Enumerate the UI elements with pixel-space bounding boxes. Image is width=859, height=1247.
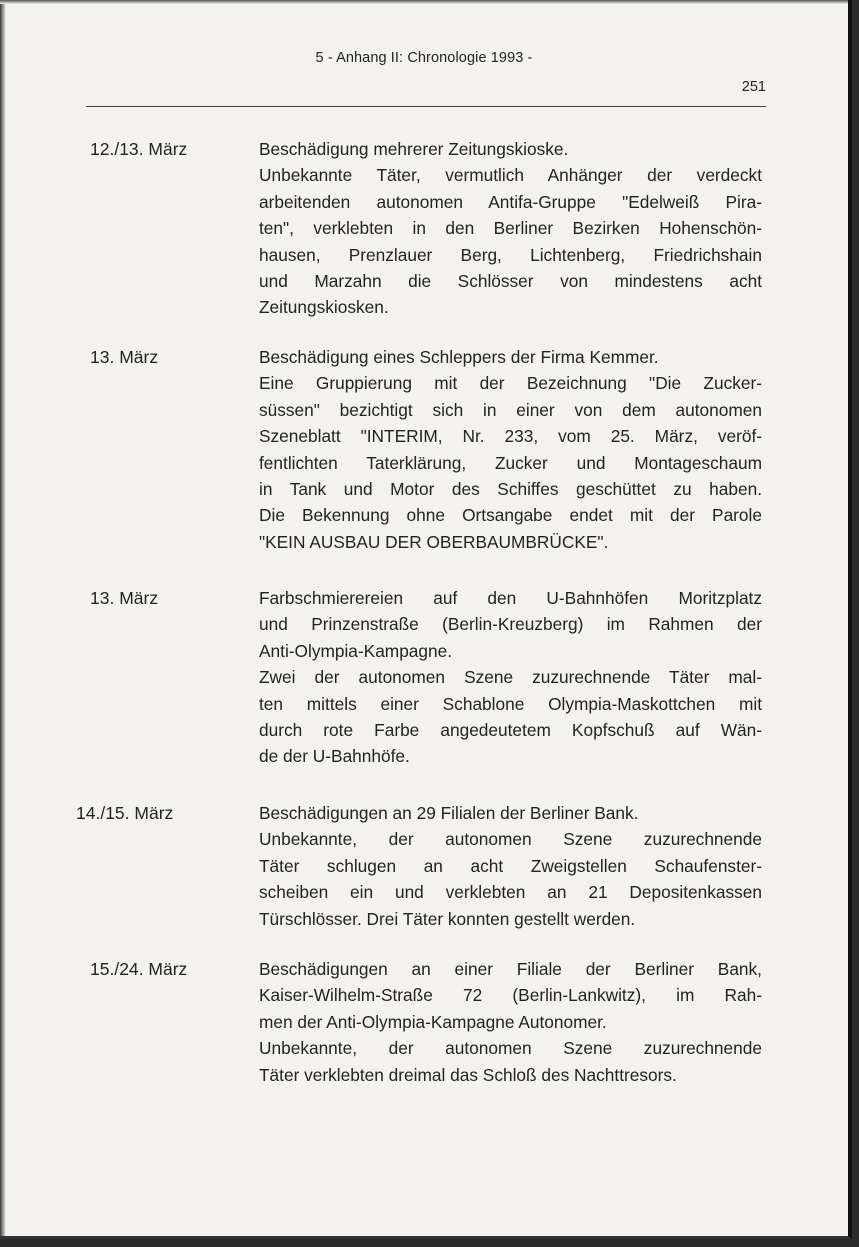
text-line: scheiben ein und verklebten an 21 Depositenkassen (259, 882, 762, 903)
text-line: Unbekannte Täter, vermutlich Anhänger der verdeckt (259, 165, 762, 186)
entry-date: 12./13. März (90, 139, 188, 159)
page-top-shadow (0, 0, 848, 4)
text-line: Unbekannte, der autonomen Szene zuzurechnende (259, 1038, 762, 1059)
running-header: 5 - Anhang II: Chronologie 1993 - (315, 50, 533, 66)
text-line: Anti-Olympia-Kampagne. (259, 640, 453, 661)
text-line: Die Bekennung ohne Ortsangabe endet mit der Parole (259, 505, 762, 526)
text-line: Kaiser-Wilhelm-Straße 72 (Berlin-Lankwitz), im Rah- (259, 985, 762, 1006)
entry-text (259, 585, 762, 770)
text-line: ten mittels einer Schablone Olympia-Maskottchen mit (259, 693, 762, 714)
entry-date: 15./24. März (90, 959, 188, 979)
text-line: Täter verklebten dreimal das Schloß des Nachttresors. (259, 1064, 677, 1085)
text-line: "KEIN AUSBAU DER OBERBAUMBRÜCKE". (259, 531, 609, 552)
entry-text (259, 800, 762, 932)
text-line: und Marzahn die Schlösser von mindestens acht (259, 271, 762, 292)
text-line: Szeneblatt "INTERIM, Nr. 233, vom 25. März, veröf- (259, 426, 762, 447)
text-line: Zeitungskiosken. (259, 297, 389, 318)
entry-date: 13. März (90, 588, 159, 608)
text-line: süssen" bezichtigt sich in einer von dem autonomen (259, 399, 762, 420)
header-rule (86, 106, 766, 107)
entry-text (259, 956, 762, 1088)
text-line: Beschädigung mehrerer Zeitungskioske. (259, 139, 569, 159)
text-line: Beschädigungen an einer Filiale der Berliner Bank, (259, 959, 762, 979)
text-line: arbeitenden autonomen Antifa-Gruppe "Edelweiß Pira- (259, 191, 762, 212)
text-line: durch rote Farbe angedeutetem Kopfschuß auf Wän- (259, 720, 762, 741)
text-line: de der U-Bahnhöfe. (259, 746, 410, 767)
text-line: in Tank und Motor des Schiffes geschüttet zu haben. (259, 479, 762, 500)
text-line: Unbekannte, der autonomen Szene zuzurechnende (259, 829, 762, 850)
page-number: 251 (741, 79, 766, 95)
entry-text (259, 344, 762, 555)
page-edge-shadow (0, 0, 6, 1236)
text-line: Zwei der autonomen Szene zuzurechnende Täter mal- (259, 667, 762, 688)
text-line: Beschädigung eines Schleppers der Firma Kemmer. (259, 347, 659, 367)
text-line: Farbschmierereien auf den U-Bahnhöfen Moritzplatz (259, 588, 762, 608)
entry-date: 13. März (90, 347, 159, 367)
entry-date: 14./15. März (76, 803, 174, 823)
text-line: men der Anti-Olympia-Kampagne Autonomer. (259, 1011, 607, 1032)
text-line: fentlichten Taterklärung, Zucker und Montageschaum (259, 452, 762, 473)
text-line: und Prinzenstraße (Berlin-Kreuzberg) im Rahmen der (259, 614, 762, 635)
text-line: Eine Gruppierung mit der Bezeichnung "Die Zucker- (259, 373, 762, 394)
entry-text (259, 136, 762, 321)
text-line: Täter schlugen an acht Zweigstellen Schaufenster- (259, 855, 762, 876)
text-line: ten", verklebten in den Berliner Bezirken Hohenschön- (259, 218, 762, 239)
text-line: Beschädigungen an 29 Filialen der Berliner Bank. (259, 803, 639, 823)
text-line: Türschlösser. Drei Täter konnten gestellt werden. (259, 908, 636, 929)
text-line: hausen, Prenzlauer Berg, Lichtenberg, Friedrichshain (259, 244, 762, 265)
